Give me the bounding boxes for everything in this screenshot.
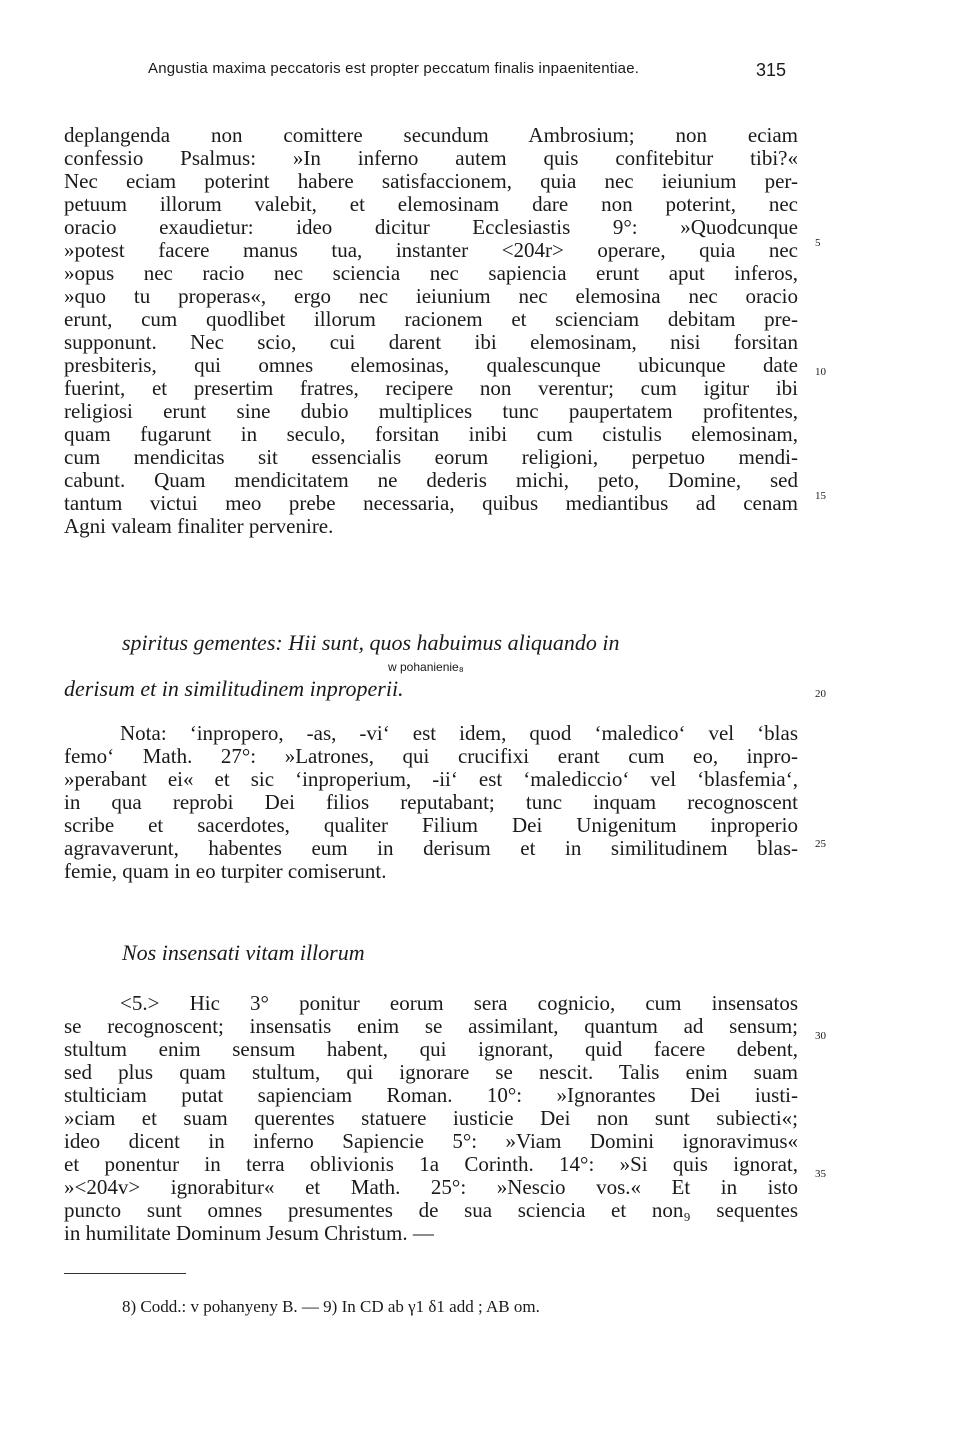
- text-line: cum mendicitas sit essencialis eorum religioni, perpetuo mendi-: [64, 445, 798, 469]
- text-line: fuerint, et presertim fratres, recipere non verentur; cum igitur ibi: [64, 376, 798, 400]
- lemma-heading-1-continued: derisum et in similitudinem inproperii.: [64, 676, 404, 701]
- text-line: ideo dicent in inferno Sapiencie 5°: »Viam Domini ignoravimus«: [64, 1129, 798, 1153]
- text-line: femie, quam in eo turpiter comiserunt.: [64, 859, 387, 883]
- lemma-heading-1: spiritus gementes: Hii sunt, quos habuimus aliquando in: [122, 630, 620, 655]
- page-number: 315: [756, 60, 787, 80]
- text-line: »ciam et suam querentes statuere iusticie Dei non sunt subiecti«;: [64, 1106, 798, 1130]
- text-line: cabunt. Quam mendicitatem ne dederis michi, peto, Domine, sed: [64, 468, 798, 492]
- footnote: 8) Codd.: v pohanyeny B. — 9) In CD ab γ1 δ1 add ; AB om.: [122, 1297, 540, 1316]
- text-line: <5.> Hic 3° ponitur eorum sera cognicio, cum insensatos: [120, 991, 798, 1015]
- text-line: agravaverunt, habentes eum in derisum et in similitudinem blas-: [64, 836, 798, 860]
- paragraph-1: [64, 124, 798, 538]
- line-number: 10: [815, 366, 826, 378]
- text-line: erunt, cum quodlibet illorum racionem et scienciam debitam pre-: [64, 307, 798, 331]
- text-line: scribe et sacerdotes, qualiter Filium Dei Unigenitum inproperio: [64, 813, 798, 837]
- text-line: in qua reprobi Dei filios reputabant; tunc inquam recognoscent: [64, 790, 798, 814]
- text-line: stulticiam putat sapienciam Roman. 10°: »Ignorantes Dei iusti-: [64, 1083, 798, 1107]
- footnote-rule: [64, 1273, 186, 1274]
- interlinear-gloss: w pohanienie₈: [388, 660, 464, 674]
- line-number: 15: [815, 490, 826, 502]
- text-line: deplangenda non comittere secundum Ambrosium; non eciam: [64, 123, 798, 147]
- running-head: Angustia maxima peccatoris est propter peccatum finalis inpaenitentiae.: [148, 60, 640, 77]
- line-number: 5: [815, 237, 821, 249]
- text-line: se recognoscent; insensatis enim se assimilant, quantum ad sensum;: [64, 1014, 798, 1038]
- text-line: sed plus quam stultum, qui ignorare se nescit. Talis enim suam: [64, 1060, 798, 1084]
- text-line: confessio Psalmus: »In inferno autem quis confitebitur tibi?«: [64, 146, 798, 170]
- text-line: »quo tu properas«, ergo nec ieiunium nec elemosina nec oracio: [64, 284, 798, 308]
- line-number: 25: [815, 838, 826, 850]
- text-line: presbiteris, qui omnes elemosinas, qualescunque ubicunque date: [64, 353, 798, 377]
- text-line: stultum enim sensum habent, qui ignorant, quid facere debent,: [64, 1037, 798, 1061]
- text-line: supponunt. Nec scio, cui darent ibi elemosinam, nisi forsitan: [64, 330, 798, 354]
- text-line: quam fugarunt in seculo, forsitan inibi cum cistulis elemosinam,: [64, 422, 798, 446]
- text-line: femo‘ Math. 27°: »Latrones, qui crucifixi erant cum eo, inpro-: [64, 744, 798, 768]
- line-number: 35: [815, 1168, 826, 1180]
- text-line: »<204v> ignorabitur« et Math. 25°: »Nescio vos.« Et in isto: [64, 1175, 798, 1199]
- text-line: petuum illorum valebit, et elemosinam dare non poterint, nec: [64, 192, 798, 216]
- text-line: puncto sunt omnes presumentes de sua sciencia et non₉ sequentes: [64, 1198, 798, 1222]
- text-line: »potest facere manus tua, instanter <204r> operare, quia nec: [64, 238, 798, 262]
- text-line: tantum victui meo prebe necessaria, quibus mediantibus ad cenam: [64, 491, 798, 515]
- paragraph-2: [64, 722, 798, 883]
- text-line: et ponentur in terra oblivionis 1a Corinth. 14°: »Si quis ignorat,: [64, 1152, 798, 1176]
- text-line: religiosi erunt sine dubio multiplices tunc paupertatem profitentes,: [64, 399, 798, 423]
- line-number: 30: [815, 1030, 826, 1042]
- text-line: Nec eciam poterint habere satisfaccionem, quia nec ieiunium per-: [64, 169, 798, 193]
- text-line: Agni valeam finaliter pervenire.: [64, 514, 334, 538]
- lemma-heading-2: Nos insensati vitam illorum: [122, 940, 365, 965]
- text-line: »opus nec racio nec sciencia nec sapiencia erunt aput inferos,: [64, 261, 798, 285]
- line-number: 20: [815, 688, 826, 700]
- text-line: Nota: ‘inpropero, -as, -vi‘ est idem, quod ‘maledico‘ vel ‘blas: [120, 721, 798, 745]
- text-line: in humilitate Dominum Jesum Christum. —: [64, 1221, 434, 1245]
- text-line: »perabant ei« et sic ‘inproperium, -ii‘ est ‘malediccio‘ vel ‘blasfemia‘,: [64, 767, 798, 791]
- text-line: oracio exaudietur: ideo dicitur Ecclesiastis 9°: »Quodcunque: [64, 215, 798, 239]
- paragraph-3: [64, 992, 798, 1245]
